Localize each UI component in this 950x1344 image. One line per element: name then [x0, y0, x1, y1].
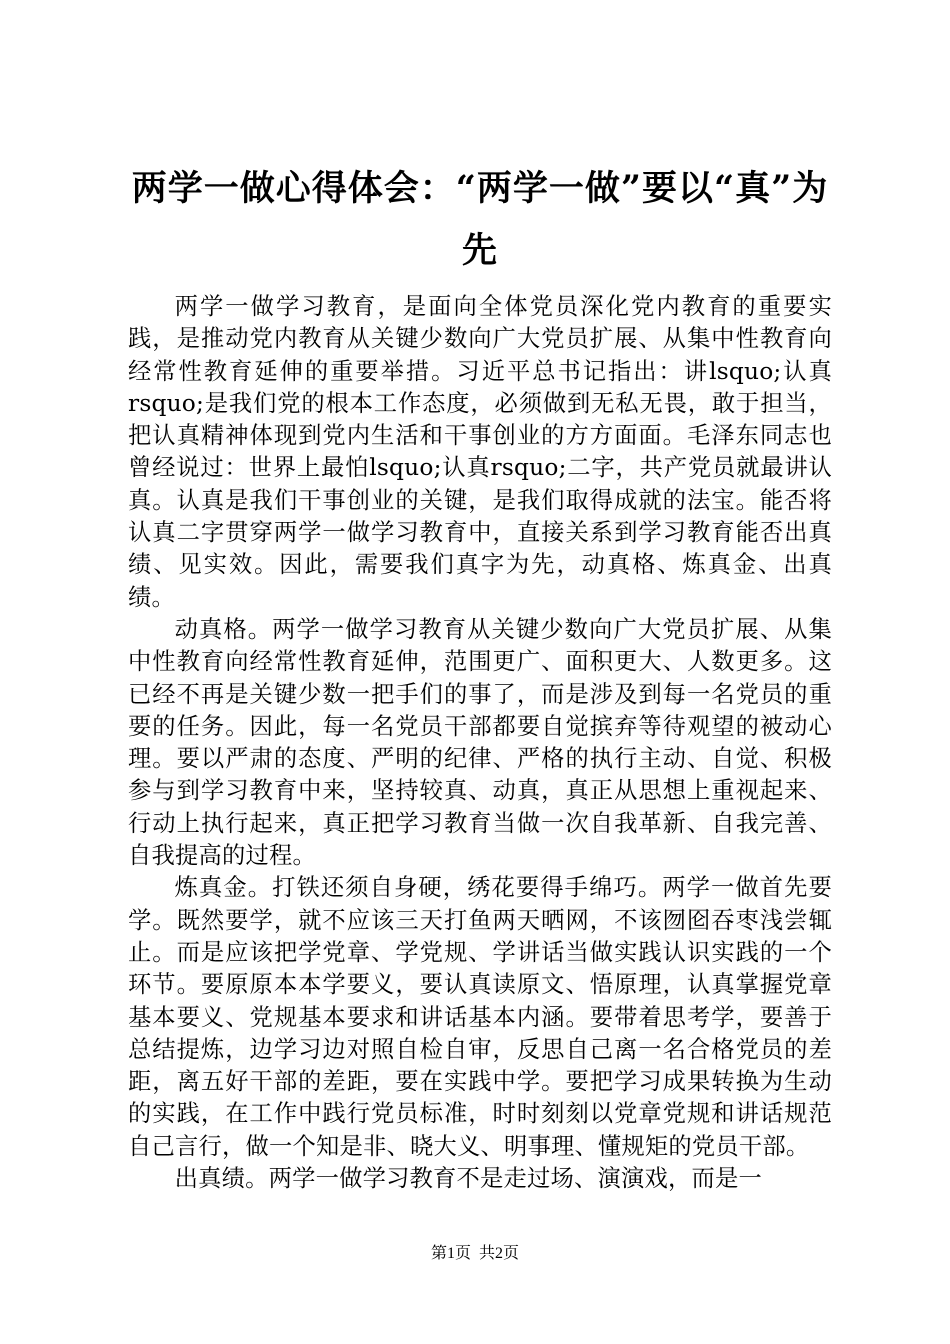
paragraph: 出真绩。两学一做学习教育不是走过场、演演戏，而是一: [174, 1165, 763, 1193]
page-footer: [0, 1244, 950, 1264]
document-title: 两学一做心得体会：“两学一做”要以“真”为先: [131, 168, 829, 271]
page-number: 第1页: [430, 1245, 471, 1262]
paragraph: 两学一做学习教育，是面向全体党员深化党内教育的重要实践，是推动党内教育从关键少数向广大党员扩展、从集中性教育向经常性教育延伸的重要举措。习近平总书记指出：讲lsquo;认真rsquo;是我们党的根本工作态度，必须做到无私无畏，敢于担当，把认真精神体现到党内生活和干事创业的方方面面。毛泽东同志也曾经说过：世界上最怕lsquo;认真rsquo;二字，共产党员就最讲认真。认真是我们干事创业的关键，是我们取得成就的法宝。能否将认真二字贯穿两学一做学习教育中，直接关系到学习教育能否出真绩、见实效。因此，需要我们真字为先，动真格、炼真金、出真绩。: [128, 293, 832, 611]
document-body: [128, 291, 832, 1195]
page-total: 共2页: [479, 1245, 520, 1262]
paragraph: 炼真金。打铁还须自身硬，绣花要得手绵巧。两学一做首先要学。既然要学，就不应该三天打鱼两天晒网，不该囫囵吞枣浅尝辄止。而是应该把学党章、学党规、学讲话当做实践认识实践的一个环节。要原原本本学要义，要认真读原文、悟原理，认真掌握党章基本要义、党规基本要求和讲话基本内涵。要带着思考学，要善于总结提炼，边学习边对照自检自审，反思自己离一名合格党员的差距，离五好干部的差距，要在实践中学。要把学习成果转换为生动的实践，在工作中践行党员标准，时时刻刻以党章党规和讲话规范自己言行，做一个知是非、晓大义、明事理、懂规矩的党员干部。: [128, 874, 832, 1160]
paragraph: 动真格。两学一做学习教育从关键少数向广大党员扩展、从集中性教育向经常性教育延伸，范围更广、面积更大、人数更多。这已经不再是关键少数一把手们的事了，而是涉及到每一名党员的重要的任务。因此，每一名党员干部都要自觉摈弃等待观望的被动心理。要以严肃的态度、严明的纪律、严格的执行主动、自觉、积极参与到学习教育中来，坚持较真、动真，真正从思想上重视起来、行动上执行起来，真正把学习教育当做一次自我革新、自我完善、自我提高的过程。: [128, 615, 832, 870]
